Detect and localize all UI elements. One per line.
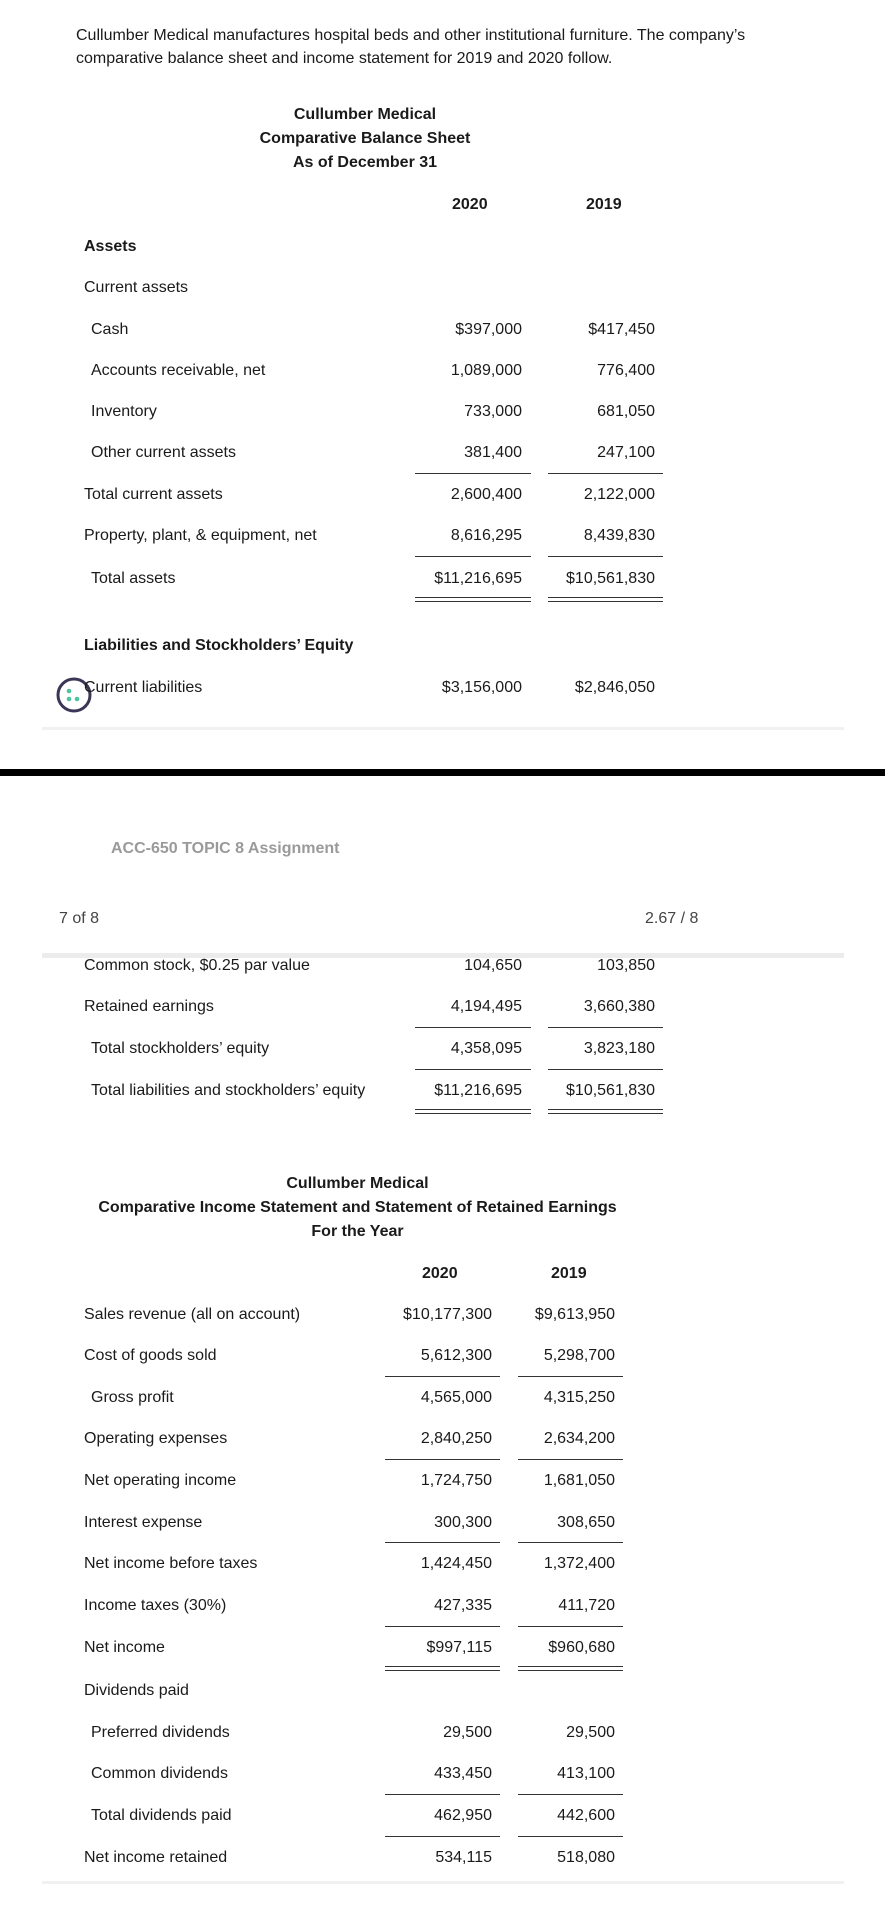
bs-row-2020: 8,616,295 bbox=[450, 527, 522, 544]
bs-row-label: Accounts receivable, net bbox=[91, 362, 266, 379]
bs-date: As of December 31 bbox=[292, 154, 438, 171]
is-row-2019: $960,680 bbox=[548, 1639, 615, 1656]
bs-row-label: Inventory bbox=[91, 403, 157, 420]
bs-row-2019: 681,050 bbox=[597, 403, 655, 420]
subtotal-rule bbox=[385, 1459, 500, 1460]
subtotal-rule bbox=[548, 1069, 663, 1070]
total-double-rule bbox=[518, 1666, 623, 1671]
bs-equity-2020: $11,216,695 bbox=[434, 1082, 522, 1099]
subtotal-rule bbox=[548, 473, 663, 474]
subtotal-rule bbox=[415, 473, 531, 474]
is-row-label: Operating expenses bbox=[84, 1430, 228, 1447]
is-row-2020: 300,300 bbox=[434, 1514, 492, 1531]
total-double-rule bbox=[385, 1666, 500, 1671]
is-row-2019: 411,720 bbox=[558, 1597, 615, 1614]
is-dividend-2020: 462,950 bbox=[434, 1807, 492, 1824]
is-dividend-2019: 29,500 bbox=[566, 1724, 615, 1741]
is-company-name: Cullumber Medical bbox=[286, 1175, 429, 1192]
is-row-2019: 1,681,050 bbox=[543, 1472, 615, 1489]
total-double-rule bbox=[548, 1109, 663, 1114]
bs-col-2019: 2019 bbox=[586, 196, 622, 213]
page-edge-shadow bbox=[42, 727, 844, 730]
total-double-rule bbox=[548, 597, 663, 602]
is-dividend-label: Total dividends paid bbox=[91, 1807, 232, 1824]
bs-row-label: Cash bbox=[91, 321, 129, 338]
subtotal-rule bbox=[518, 1459, 623, 1460]
is-row-label: Net income before taxes bbox=[84, 1555, 258, 1572]
intro-line-1: Cullumber Medical manufactures hospital beds and other institutional furniture. The company’s bbox=[76, 27, 746, 44]
current-liabilities-label: Current liabilities bbox=[84, 679, 203, 696]
current-liabilities-2019: $2,846,050 bbox=[574, 679, 655, 696]
bs-equity-label: Total stockholders’ equity bbox=[91, 1040, 270, 1057]
bs-equity-2020: 104,650 bbox=[464, 957, 522, 974]
subtotal-rule bbox=[518, 1626, 623, 1627]
subtotal-rule bbox=[548, 556, 663, 557]
is-row-2020: 5,612,300 bbox=[420, 1347, 492, 1364]
is-dividend-label: Common dividends bbox=[91, 1765, 228, 1782]
document-title: ACC-650 TOPIC 8 Assignment bbox=[111, 840, 340, 857]
bs-equity-2019: 103,850 bbox=[597, 957, 655, 974]
bs-row-2020: 733,000 bbox=[464, 403, 522, 420]
subtotal-rule bbox=[415, 1069, 531, 1070]
is-row-2020: 427,335 bbox=[434, 1597, 492, 1614]
bs-col-2020: 2020 bbox=[452, 196, 488, 213]
bs-statement-title: Comparative Balance Sheet bbox=[259, 130, 471, 147]
bs-equity-label: Total liabilities and stockholders’ equity bbox=[91, 1082, 366, 1099]
is-dividend-label: Net income retained bbox=[84, 1849, 228, 1866]
bs-equity-label: Retained earnings bbox=[84, 998, 214, 1015]
is-row-2020: 4,565,000 bbox=[420, 1389, 492, 1406]
subtotal-rule bbox=[385, 1836, 500, 1837]
current-liabilities-2020: $3,156,000 bbox=[441, 679, 522, 696]
is-dividend-2020: 433,450 bbox=[434, 1765, 492, 1782]
bs-row-2019: 247,100 bbox=[597, 444, 655, 461]
is-row-label: Cost of goods sold bbox=[84, 1347, 217, 1364]
is-statement-title: Comparative Income Statement and Statement of Retained Earnings bbox=[98, 1199, 617, 1216]
bs-row-label: Total assets bbox=[91, 570, 176, 587]
is-period: For the Year bbox=[311, 1223, 404, 1240]
bs-equity-2019: 3,660,380 bbox=[583, 998, 655, 1015]
subtotal-rule bbox=[385, 1794, 500, 1795]
assets-heading: Assets bbox=[84, 238, 137, 255]
is-row-2019: 1,372,400 bbox=[543, 1555, 615, 1572]
bs-equity-2020: 4,358,095 bbox=[450, 1040, 522, 1057]
subtotal-rule bbox=[518, 1542, 623, 1543]
is-row-label: Gross profit bbox=[91, 1389, 174, 1406]
bs-row-2020: $397,000 bbox=[455, 321, 522, 338]
is-row-label: Interest expense bbox=[84, 1514, 203, 1531]
bs-equity-2019: 3,823,180 bbox=[583, 1040, 655, 1057]
subtotal-rule bbox=[385, 1376, 500, 1377]
page-indicator: 7 of 8 bbox=[59, 910, 100, 927]
subtotal-rule bbox=[518, 1376, 623, 1377]
page-edge-shadow bbox=[42, 1881, 844, 1884]
bs-row-2020: 1,089,000 bbox=[450, 362, 522, 379]
total-double-rule bbox=[415, 1109, 531, 1114]
is-row-2019: 4,315,250 bbox=[543, 1389, 615, 1406]
bs-row-2019: 2,122,000 bbox=[583, 486, 655, 503]
is-row-label: Sales revenue (all on account) bbox=[84, 1306, 301, 1323]
bs-equity-2019: $10,561,830 bbox=[566, 1082, 655, 1099]
is-dividend-2019: 442,600 bbox=[557, 1807, 615, 1824]
score-display: 2.67 / 8 bbox=[645, 910, 699, 927]
bs-row-2020: 381,400 bbox=[464, 444, 522, 461]
is-row-label: Net operating income bbox=[84, 1472, 237, 1489]
subtotal-rule bbox=[415, 556, 531, 557]
bs-company-name: Cullumber Medical bbox=[293, 106, 437, 123]
is-row-2020: 1,724,750 bbox=[420, 1472, 492, 1489]
is-dividend-label: Preferred dividends bbox=[91, 1724, 230, 1741]
is-row-2019: 5,298,700 bbox=[543, 1347, 615, 1364]
subtotal-rule bbox=[385, 1542, 500, 1543]
is-col-2019: 2019 bbox=[551, 1265, 587, 1282]
bs-equity-label: Common stock, $0.25 par value bbox=[84, 957, 310, 974]
subtotal-rule bbox=[518, 1794, 623, 1795]
is-row-2020: $997,115 bbox=[426, 1639, 492, 1656]
intro-line-2: comparative balance sheet and income statement for 2019 and 2020 follow. bbox=[76, 50, 613, 67]
bs-row-2019: 776,400 bbox=[597, 362, 655, 379]
subtotal-rule bbox=[415, 1027, 531, 1028]
page-divider bbox=[0, 769, 885, 776]
current-assets-heading: Current assets bbox=[84, 279, 189, 296]
subtotal-rule bbox=[518, 1836, 623, 1837]
is-row-2020: $10,177,300 bbox=[403, 1306, 492, 1323]
subtotal-rule bbox=[548, 1027, 663, 1028]
bs-row-2019: $10,561,830 bbox=[566, 570, 655, 587]
is-row-2019: 2,634,200 bbox=[543, 1430, 615, 1447]
is-dividend-2020: 29,500 bbox=[443, 1724, 492, 1741]
dividends-heading: Dividends paid bbox=[84, 1682, 189, 1699]
total-double-rule bbox=[415, 597, 531, 602]
is-row-2019: 308,650 bbox=[557, 1514, 615, 1531]
is-dividend-2019: 518,080 bbox=[557, 1849, 615, 1866]
bs-equity-2020: 4,194,495 bbox=[450, 998, 522, 1015]
bs-row-label: Property, plant, & equipment, net bbox=[84, 527, 317, 544]
is-col-2020: 2020 bbox=[422, 1265, 458, 1282]
is-dividend-2019: 413,100 bbox=[557, 1765, 615, 1782]
bs-row-2020: 2,600,400 bbox=[450, 486, 522, 503]
is-row-label: Net income bbox=[84, 1639, 165, 1656]
liabilities-heading: Liabilities and Stockholders’ Equity bbox=[84, 637, 354, 654]
bs-row-label: Total current assets bbox=[84, 486, 223, 503]
bs-row-2019: $417,450 bbox=[588, 321, 655, 338]
is-row-2019: $9,613,950 bbox=[534, 1306, 615, 1323]
bs-row-2020: $11,216,695 bbox=[434, 570, 522, 587]
subtotal-rule bbox=[385, 1626, 500, 1627]
is-row-label: Income taxes (30%) bbox=[84, 1597, 227, 1614]
bs-row-2019: 8,439,830 bbox=[583, 527, 655, 544]
is-dividend-2020: 534,115 bbox=[435, 1849, 492, 1866]
is-row-2020: 1,424,450 bbox=[420, 1555, 492, 1572]
is-row-2020: 2,840,250 bbox=[420, 1430, 492, 1447]
bs-row-label: Other current assets bbox=[91, 444, 236, 461]
